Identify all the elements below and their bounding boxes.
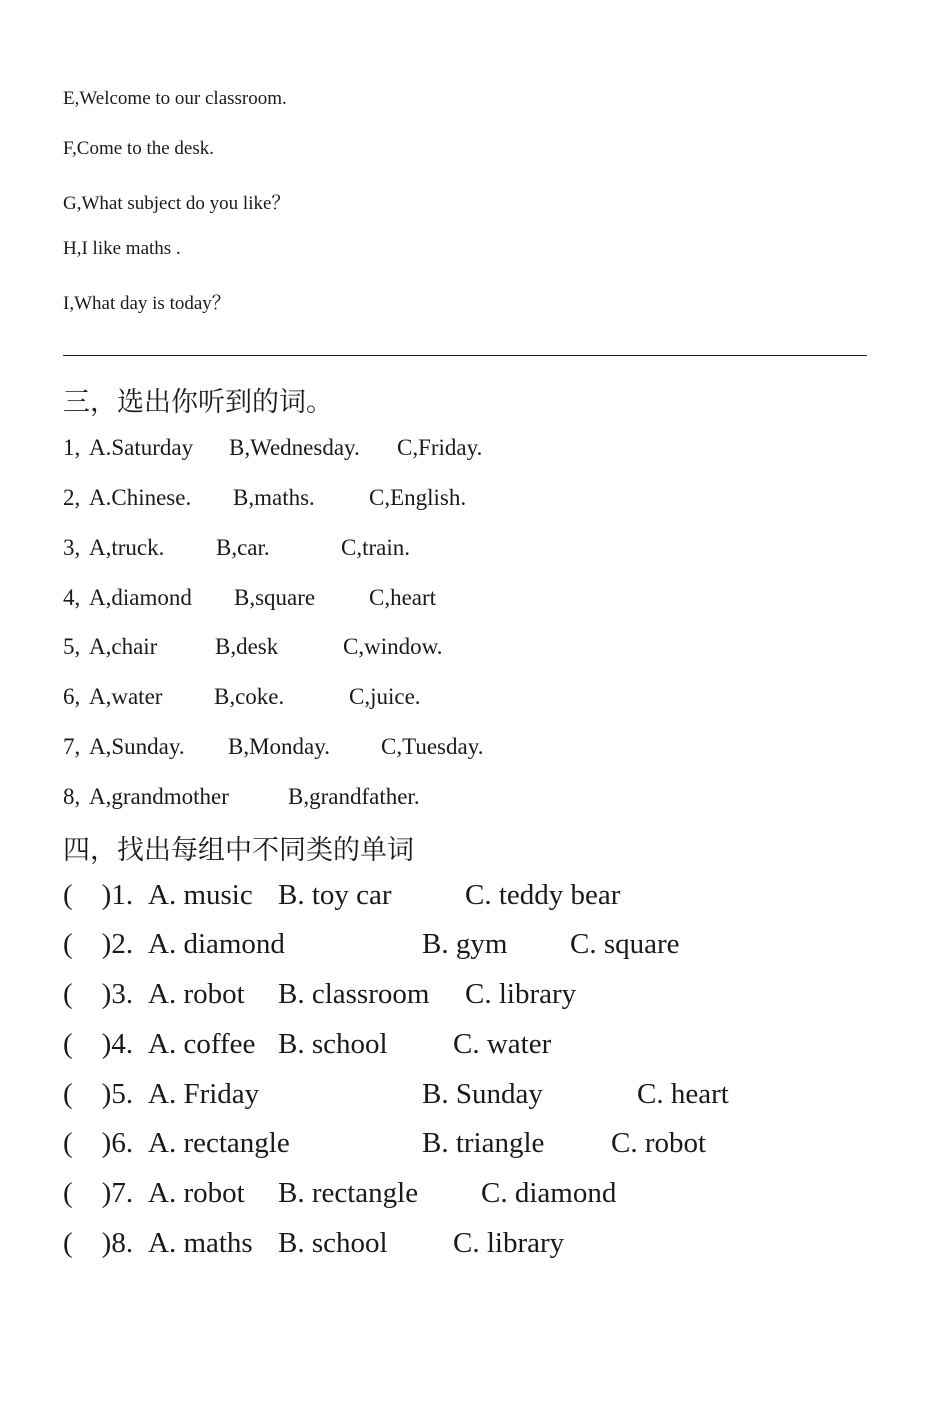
option-b: B. toy car xyxy=(278,879,392,911)
listening-item-1 xyxy=(63,435,863,465)
option-a: A,chair xyxy=(89,634,158,659)
section-three-heading: 三，选出你听到的词。 xyxy=(63,387,333,417)
option-a: A,truck. xyxy=(89,535,165,560)
listening-item-2 xyxy=(63,485,863,515)
option-b: B,grandfather. xyxy=(288,784,420,809)
odd-one-out-item-5 xyxy=(63,1078,883,1114)
option-a: A. robot xyxy=(148,1177,245,1209)
option-b: B,coke. xyxy=(214,684,285,709)
odd-one-out-item-2 xyxy=(63,928,883,964)
option-a: A. diamond xyxy=(148,928,285,960)
option-a: A. robot xyxy=(148,978,245,1010)
option-a: A.Saturday xyxy=(89,435,194,460)
option-b: B. gym xyxy=(422,928,508,960)
option-a: A. rectangle xyxy=(148,1127,290,1159)
listening-item-5 xyxy=(63,634,863,664)
item-number: 4, xyxy=(63,585,81,610)
odd-one-out-item-6 xyxy=(63,1127,883,1163)
answer-bracket[interactable]: ( )8. xyxy=(63,1227,134,1259)
sentence-e: E,Welcome to our classroom. xyxy=(63,88,287,109)
listening-item-3 xyxy=(63,535,863,565)
option-c: C,juice. xyxy=(349,684,421,709)
item-number: 7, xyxy=(63,734,81,759)
option-c: C. robot xyxy=(611,1127,707,1159)
item-number: 3, xyxy=(63,535,81,560)
option-c: C,Tuesday. xyxy=(381,734,484,759)
option-c: C. water xyxy=(453,1028,552,1060)
option-a: A. coffee xyxy=(148,1028,256,1060)
option-a: A. maths xyxy=(148,1227,253,1259)
listening-item-4 xyxy=(63,585,863,615)
option-c: C,heart xyxy=(369,585,437,610)
option-b: B,car. xyxy=(216,535,270,560)
option-b: B,Monday. xyxy=(228,734,331,759)
option-c: C. diamond xyxy=(481,1177,617,1209)
option-a: A. Friday xyxy=(148,1078,260,1110)
item-number: 8, xyxy=(63,784,81,809)
option-b: B,square xyxy=(234,585,316,610)
answer-bracket[interactable]: ( )2. xyxy=(63,928,134,960)
option-c: C,Friday. xyxy=(397,435,483,460)
option-b: B. Sunday xyxy=(422,1078,543,1110)
listening-item-7 xyxy=(63,734,863,764)
option-c: C. library xyxy=(465,978,577,1010)
option-b: B. classroom xyxy=(278,978,430,1010)
answer-line xyxy=(63,355,867,356)
answer-bracket[interactable]: ( )1. xyxy=(63,879,134,911)
option-a: A. music xyxy=(148,879,253,911)
option-b: B. school xyxy=(278,1028,388,1060)
option-c: C,window. xyxy=(343,634,443,659)
option-a: A,water xyxy=(89,684,163,709)
listening-item-8 xyxy=(63,784,863,814)
option-a: A,diamond xyxy=(89,585,192,610)
answer-bracket[interactable]: ( )7. xyxy=(63,1177,134,1209)
sentence-f: F,Come to the desk. xyxy=(63,138,214,159)
option-c: C. square xyxy=(570,928,680,960)
odd-one-out-item-3 xyxy=(63,978,883,1014)
item-number: 5, xyxy=(63,634,81,659)
sentence-g: G,What subject do you like？ xyxy=(63,193,291,214)
option-c: C,train. xyxy=(341,535,410,560)
sentence-i: I,What day is today？ xyxy=(63,293,231,314)
option-c: C,English. xyxy=(369,485,467,510)
odd-one-out-item-4 xyxy=(63,1028,883,1064)
sentence-h: H,I like maths . xyxy=(63,238,181,259)
answer-bracket[interactable]: ( )4. xyxy=(63,1028,134,1060)
item-number: 1, xyxy=(63,435,81,460)
odd-one-out-item-1 xyxy=(63,879,883,915)
section-four-heading: 四，找出每组中不同类的单词 xyxy=(63,835,414,865)
odd-one-out-item-8 xyxy=(63,1227,883,1263)
answer-bracket[interactable]: ( )6. xyxy=(63,1127,134,1159)
option-a: A,Sunday. xyxy=(89,734,185,759)
option-c: C. teddy bear xyxy=(465,879,621,911)
option-a: A,grandmother xyxy=(89,784,229,809)
option-b: B,Wednesday. xyxy=(229,435,360,460)
item-number: 2, xyxy=(63,485,81,510)
item-number: 6, xyxy=(63,684,81,709)
option-c: C. library xyxy=(453,1227,565,1259)
answer-bracket[interactable]: ( )3. xyxy=(63,978,134,1010)
option-a: A.Chinese. xyxy=(89,485,192,510)
odd-one-out-item-7 xyxy=(63,1177,883,1213)
option-c: C. heart xyxy=(637,1078,729,1110)
option-b: B,maths. xyxy=(233,485,315,510)
option-b: B. triangle xyxy=(422,1127,545,1159)
option-b: B,desk xyxy=(215,634,279,659)
answer-bracket[interactable]: ( )5. xyxy=(63,1078,134,1110)
option-b: B. school xyxy=(278,1227,388,1259)
listening-item-6 xyxy=(63,684,863,714)
option-b: B. rectangle xyxy=(278,1177,419,1209)
